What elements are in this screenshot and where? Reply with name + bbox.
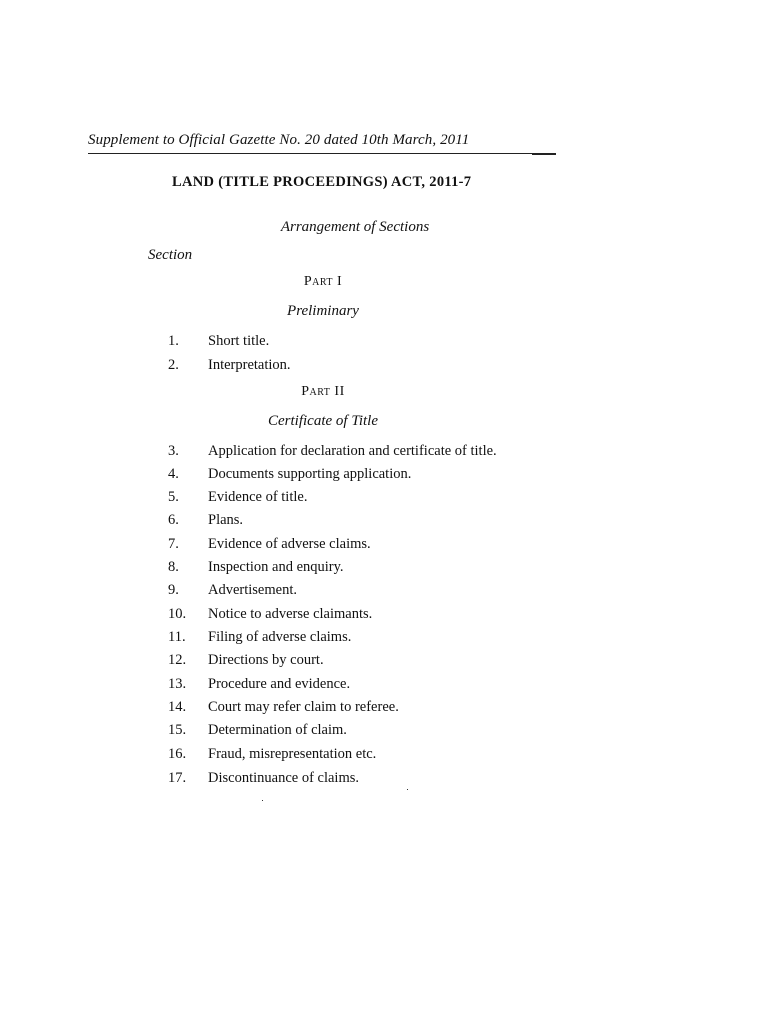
part-title-1: Preliminary xyxy=(287,303,359,319)
toc-item-number: 14. xyxy=(168,699,187,715)
scan-speck xyxy=(262,800,263,801)
toc-item xyxy=(168,333,269,353)
toc-item-text: Evidence of title. xyxy=(208,489,308,505)
toc-item-text: Application for declaration and certificate of title. xyxy=(208,443,497,459)
scan-speck xyxy=(407,789,408,790)
toc-item xyxy=(168,746,376,766)
toc-item xyxy=(168,512,243,532)
toc-item xyxy=(168,357,291,377)
toc-item-text: Inspection and enquiry. xyxy=(208,559,344,575)
toc-item xyxy=(168,606,372,626)
toc-item-text: Evidence of adverse claims. xyxy=(208,536,371,552)
toc-item-number: 16. xyxy=(168,746,187,762)
toc-item-text: Directions by court. xyxy=(208,652,324,668)
toc-item-number: 9. xyxy=(168,582,179,598)
toc-item-text: Documents supporting application. xyxy=(208,466,412,482)
part-label-2: Part II xyxy=(301,384,345,399)
toc-item xyxy=(168,629,351,649)
toc-item xyxy=(168,652,324,672)
toc-item-text: Determination of claim. xyxy=(208,722,347,738)
arrangement-heading: Arrangement of Sections xyxy=(280,219,430,235)
toc-item-number: 12. xyxy=(168,652,187,668)
toc-item-text: Court may refer claim to referee. xyxy=(208,699,399,715)
toc-item xyxy=(168,676,350,696)
toc-item-number: 15. xyxy=(168,722,187,738)
toc-item xyxy=(168,770,359,790)
toc-item-number: 2. xyxy=(168,357,179,373)
header-rule xyxy=(88,153,556,154)
toc-item xyxy=(168,582,297,602)
part-title-2: Certificate of Title xyxy=(268,413,378,429)
toc-item-text: Short title. xyxy=(208,333,270,349)
toc-item-number: 3. xyxy=(168,443,179,459)
toc-item-number: 8. xyxy=(168,559,179,575)
toc-item xyxy=(168,443,497,463)
toc-item-number: 7. xyxy=(168,536,179,552)
toc-item-number: 11. xyxy=(168,629,186,645)
act-title: LAND (TITLE PROCEEDINGS) ACT, 2011-7 xyxy=(172,174,472,190)
toc-item-text: Notice to adverse claimants. xyxy=(208,606,373,622)
toc-item-number: 5. xyxy=(168,489,179,505)
toc-item-number: 13. xyxy=(168,676,187,692)
toc-item xyxy=(168,466,411,486)
part-label-1: Part I xyxy=(303,274,343,289)
toc-item-text: Discontinuance of claims. xyxy=(208,770,359,786)
gazette-header: Supplement to Official Gazette No. 20 dated 10th March, 2011 xyxy=(88,132,470,148)
toc-item-text: Fraud, misrepresentation etc. xyxy=(208,746,377,762)
toc-item xyxy=(168,489,307,509)
toc-item xyxy=(168,699,399,719)
toc-item-number: 4. xyxy=(168,466,179,482)
toc-item-number: 6. xyxy=(168,512,179,528)
toc-item xyxy=(168,559,344,579)
toc-item-text: Procedure and evidence. xyxy=(208,676,351,692)
toc-item xyxy=(168,536,371,556)
toc-item-number: 10. xyxy=(168,606,187,622)
toc-item-text: Plans. xyxy=(208,512,244,528)
toc-item-text: Filing of adverse claims. xyxy=(208,629,352,645)
toc-item-number: 17. xyxy=(168,770,187,786)
toc-item-text: Interpretation. xyxy=(208,357,291,373)
toc-item xyxy=(168,722,347,742)
header-rule-accent xyxy=(532,153,556,155)
section-label: Section xyxy=(148,247,193,263)
toc-item-text: Advertisement. xyxy=(208,582,297,598)
toc-item-number: 1. xyxy=(168,333,179,349)
